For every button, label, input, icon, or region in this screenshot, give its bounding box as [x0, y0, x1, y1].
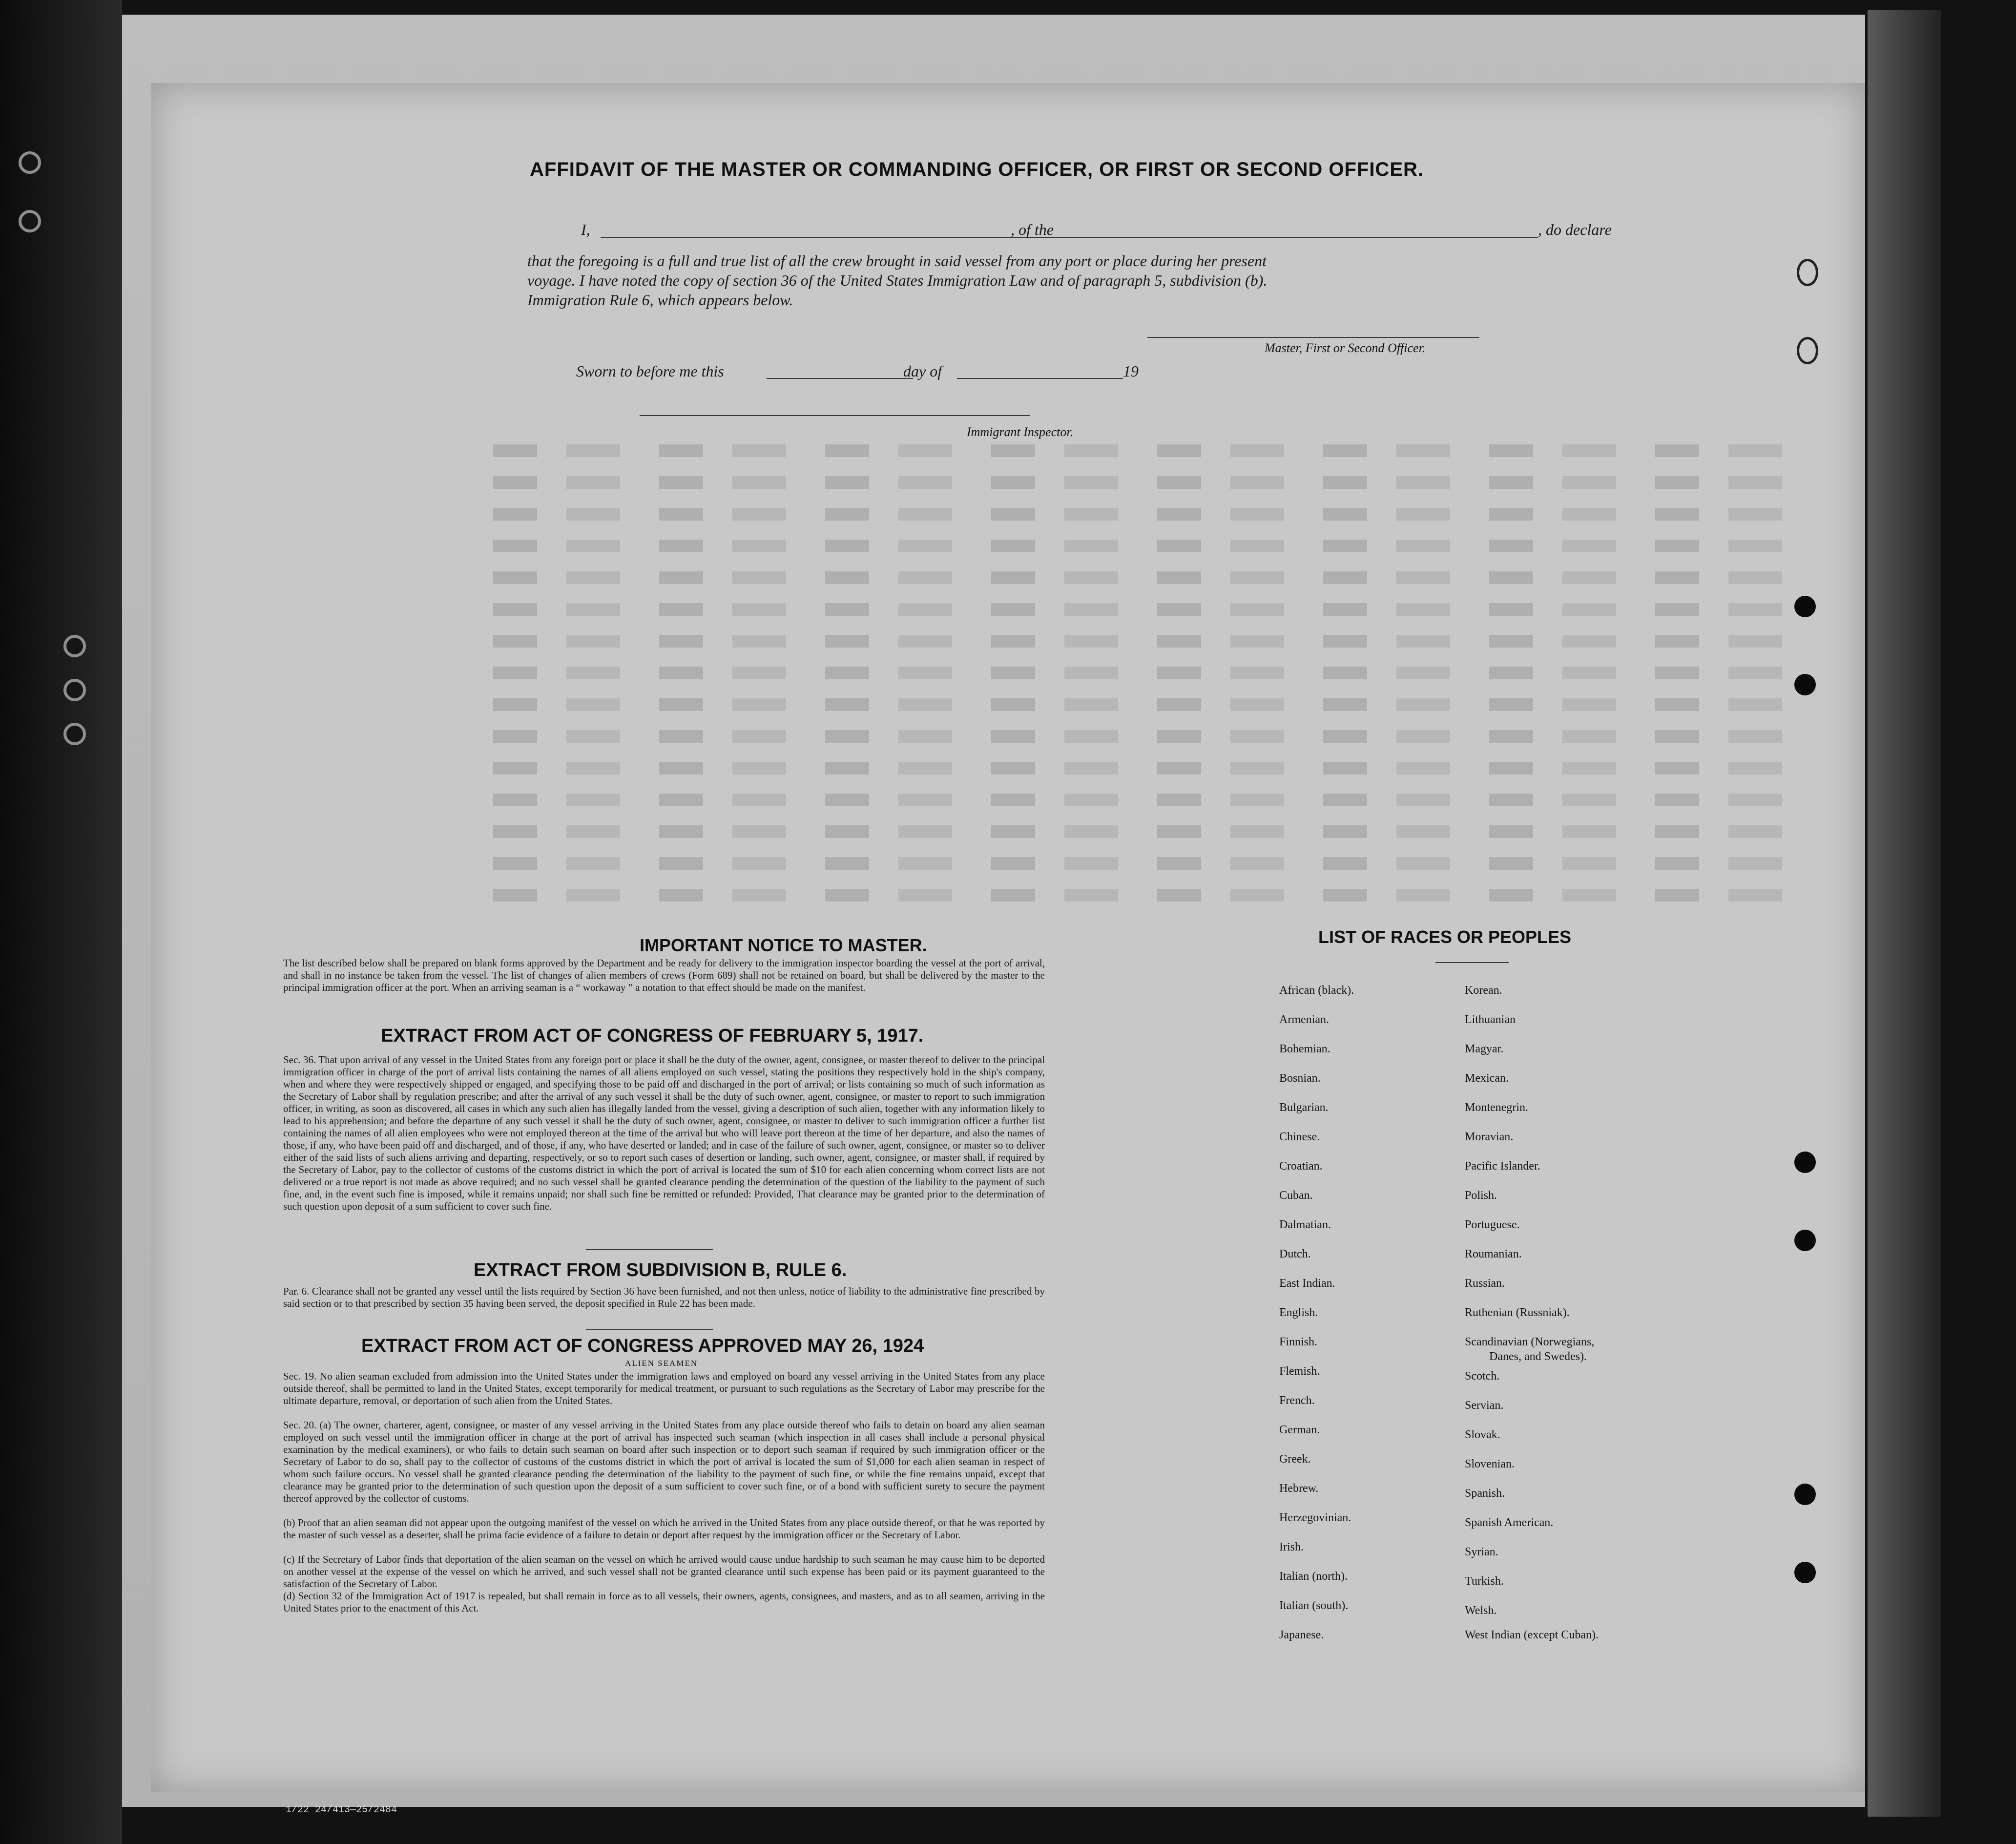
binder-ring-icon [63, 635, 86, 657]
bleed-through-row [493, 857, 1811, 870]
race-item: Lithuanian [1465, 1013, 1516, 1026]
race-item: Turkish. [1465, 1575, 1504, 1588]
bleed-through-row [493, 508, 1811, 521]
day-of-text: day of [903, 362, 942, 380]
race-item: African (black). [1279, 984, 1354, 997]
affidavit-name-blank [601, 237, 1162, 238]
race-item: Dutch. [1279, 1248, 1311, 1260]
extract-rule6-title: EXTRACT FROM SUBDIVISION B, RULE 6. [474, 1260, 847, 1280]
bleed-through-row [493, 730, 1811, 743]
race-item: Italian (south). [1279, 1599, 1349, 1612]
race-item: Japanese. [1279, 1629, 1324, 1641]
manifest-page [151, 83, 1865, 1792]
race-item: German. [1279, 1424, 1320, 1436]
race-item: Welsh. [1465, 1604, 1497, 1617]
race-item: Scandinavian (Norwegians, [1465, 1336, 1595, 1348]
bleed-through-row [493, 762, 1811, 775]
bleed-through-row [493, 444, 1811, 457]
bleed-through-row [493, 698, 1811, 711]
race-item: Magyar. [1465, 1043, 1504, 1055]
binding-strip [0, 0, 122, 1844]
race-item: Croatian. [1279, 1160, 1323, 1173]
race-item: Montenegrin. [1465, 1101, 1528, 1114]
race-item: Flemish. [1279, 1365, 1320, 1378]
affidavit-line-4: Immigration Rule 6, which appears below. [527, 291, 793, 309]
extract-rule6-body: Par. 6. Clearance shall not be granted any vessel until the lists required by Section 36 have been furnished, and not then unless, notice of liability to the administrative fine prescribed by said section or to that prescribed by section 35 having been served, the deposit specified in Rule 22 has been made. [283, 1285, 1045, 1309]
sworn-text: Sworn to before me this [576, 362, 724, 380]
bleed-through-row [493, 571, 1811, 584]
race-item: Pacific Islander. [1465, 1160, 1540, 1173]
race-item: Moravian. [1465, 1131, 1514, 1143]
inspector-signature-line [640, 415, 1030, 416]
races-title: LIST OF RACES OR PEOPLES [1318, 927, 1572, 947]
race-item: Bulgarian. [1279, 1101, 1329, 1114]
punch-hole-icon [1794, 596, 1816, 617]
bleed-through-row [493, 889, 1811, 901]
extract-1917-body: Sec. 36. That upon arrival of any vessel in the United States from any foreign port or place it shall be the duty of the owner, agent, consignee, or master thereof to deliver to the principal immigration officer in charge of the port of arrival lists containing the names of all aliens employed on such vessel, stating the positions they respectively hold in the ship's company, when and where they were respectively shipped or engaged, and specifying those to be paid off and discharged in the port of arrival; or lists containing so much of such information as the Secretary of Labor shall by regulation prescribe; and after the arrival of any such vessel it shall be the duty of such owner, agent, consignee, or master to report to such immigration officer, in writing, as soon as discovered, all cases in which any such alien has illegally landed from the vessel, giving a description of such alien, together with any information likely to lead to his apprehension; and before the departure of any such vessel it shall be the duty of such owner, agent, consignee, or master to deliver to such immigration officer a further list containing the names of all alien employees who were not employed thereon at the time of the arrival but who will leave port thereon at the time of her departure, and also the names of those, if any, who have been paid off and discharged, and of those, if any, who have deserted or landed; and in case of the failure of such owner, agent, consignee, or master so to deliver either of the said lists of such aliens arriving and departing, respectively, or so to report such cases of desertion or landing, such owner, agent, consignee, or master shall, if required by the Secretary of Labor, pay to the collector of customs of the customs district in which the port of arrival is located the sum of $10 for each alien concerning whom correct lists are not delivered or a true report is not made as above required; and no such vessel shall be granted clearance pending the determination of the question of the liability to the payment of such fine, and, in the event such fine is imposed, while it remains unpaid; nor shall such fine be remitted or refunded: Provided, That clearance may be granted prior to the determination of such question upon deposit of a sum sufficient to cover such fine. [283, 1054, 1045, 1212]
race-item: Danes, and Swedes). [1489, 1350, 1587, 1363]
race-item: Spanish. [1465, 1487, 1505, 1500]
master-signature-line [1147, 337, 1479, 338]
race-item: Bohemian. [1279, 1043, 1330, 1055]
race-item: Korean. [1465, 984, 1502, 997]
punch-hole-icon [1794, 1484, 1816, 1505]
affidavit-title: AFFIDAVIT OF THE MASTER OR COMMANDING OFFICER, OR FIRST OR SECOND OFFICER. [530, 159, 1424, 180]
extract-1924-title: EXTRACT FROM ACT OF CONGRESS APPROVED MAY 26, 1924 [361, 1336, 924, 1356]
extract-1924-sec20c: (c) If the Secretary of Labor finds that deportation of the alien seaman on the vessel on which he arrived would cause undue hardship to such seaman he may cause him to be deported on another vessel at the expense of the vessel on which he arrived, and such vessel shall not be granted clearance until such expense has been paid or its payment guaranteed to the satisfaction of the Secretary of Labor. [283, 1553, 1045, 1590]
race-item: Polish. [1465, 1189, 1497, 1202]
races-title-rule [1435, 962, 1509, 963]
race-item: Herzegovinian. [1279, 1511, 1351, 1524]
bleed-through-row [493, 540, 1811, 552]
race-item: Bosnian. [1279, 1072, 1321, 1085]
punch-hole-icon [1797, 259, 1818, 286]
extract-1924-subtitle: ALIEN SEAMEN [625, 1359, 698, 1368]
race-item: Portuguese. [1465, 1218, 1520, 1231]
race-item: Servian. [1465, 1399, 1504, 1412]
page-stack-edge [1868, 10, 1941, 1817]
punch-hole-icon [1794, 1562, 1816, 1583]
punch-hole-icon [1794, 674, 1816, 695]
binder-ring-icon [19, 210, 41, 232]
race-item: Irish. [1279, 1541, 1304, 1553]
binder-ring-icon [63, 723, 86, 745]
extract-1924-sec20a: Sec. 20. (a) The owner, charterer, agent, consignee, or master of any vessel arriving in the United States from any place outside thereof who fails to detain on board any alien seaman employed on such vessel until the immigration officer in charge at the port of arrival has inspected such seaman (which inspection in all cases shall include a personal physical examination by the medical examiners), or who fails to detain such seaman on board after such inspection or to deport such seaman if required by such immigration officer or the Secretary of Labor to do so, shall pay to the collector of customs of the customs district in which the port of arrival is located the sum of $1,000 for each alien seaman in respect of whom such failure occurs. No vessel shall be granted clearance pending the determination of the liability to the payment of such fine, or while the fine remains unpaid, except that clearance may be granted prior to the determination of such question upon the deposit of a sum sufficient to cover such fine, or of a bond with sufficient surety to secure the payment thereof approved by the collector of customs. [283, 1419, 1045, 1504]
section-divider [586, 1329, 713, 1330]
extract-1917-title: EXTRACT FROM ACT OF CONGRESS OF FEBRUARY 5, 1917. [381, 1026, 924, 1046]
punch-hole-icon [1794, 1152, 1816, 1173]
punch-hole-icon [1794, 1230, 1816, 1251]
bleed-through-row [493, 825, 1811, 838]
race-item: Roumanian. [1465, 1248, 1522, 1260]
race-item: Russian. [1465, 1277, 1505, 1290]
race-item: Scotch. [1465, 1370, 1500, 1383]
notice-title: IMPORTANT NOTICE TO MASTER. [640, 935, 927, 955]
race-item: West Indian (except Cuban). [1465, 1629, 1599, 1641]
race-item: French. [1279, 1394, 1315, 1407]
race-item: Chinese. [1279, 1131, 1320, 1143]
affidavit-vessel-blank [1079, 237, 1538, 238]
race-item: East Indian. [1279, 1277, 1335, 1290]
affidavit-line-2: that the foregoing is a full and true list of all the crew brought in said vessel from any port or place during her present [527, 252, 1267, 270]
year-prefix: 19 [1123, 362, 1139, 380]
inspector-caption: Immigrant Inspector. [967, 425, 1074, 439]
race-item: Greek. [1279, 1453, 1311, 1466]
master-caption: Master, First or Second Officer. [1265, 341, 1426, 355]
affidavit-i: I, [581, 221, 590, 238]
race-item: Mexican. [1465, 1072, 1509, 1085]
race-item: Armenian. [1279, 1013, 1329, 1026]
race-item: English. [1279, 1306, 1318, 1319]
race-item: Slovenian. [1465, 1458, 1515, 1470]
sworn-month-blank [957, 378, 1123, 379]
bleed-through-row [493, 603, 1811, 616]
affidavit-do-declare: , do declare [1538, 221, 1612, 238]
sworn-day-blank [767, 378, 913, 379]
bleed-through-row [493, 635, 1811, 648]
extract-1924-sec19: Sec. 19. No alien seaman excluded from admission into the United States under the immigration laws and employed on board any vessel arriving in the United States from any place outside thereof, shall be permitted to land in the United States, except temporarily for medical treatment, or pursuant to such regulations as the Secretary of Labor may prescribe for the ultimate departure, removal, or deportation of such alien from the United States. [283, 1370, 1045, 1406]
race-item: Cuban. [1279, 1189, 1313, 1202]
race-item: Syrian. [1465, 1546, 1498, 1558]
affidavit-of-the: , of the [1011, 221, 1054, 238]
bleed-through-row [493, 794, 1811, 806]
notice-body: The list described below shall be prepared on blank forms approved by the Department and be ready for delivery to the immigration inspector boarding the vessel at the port of arrival, and shall in no instance be taken from the vessel. The list of changes of alien members of crews (Form 689) shall not be retained on board, but shall be delivered by the master to the principal immigration officer at the port. When an arriving seaman is a “ workaway ” a notation to that effect should be made on the manifest. [283, 957, 1045, 993]
bleed-through-row [493, 476, 1811, 489]
extract-1924-sec20d: (d) Section 32 of the Immigration Act of 1917 is repealed, but shall remain in force as to all vessels, their owners, agents, consignees, and masters, and as to all seamen, arriving in the United States prior to the enactment of this Act. [283, 1590, 1045, 1614]
affidavit-line-3: voyage. I have noted the copy of section 36 of the United States Immigration Law and of paragraph 5, subdivision (b). [527, 272, 1268, 289]
extract-1924-sec20b: (b) Proof that an alien seaman did not appear upon the outgoing manifest of the vessel on which he arrived in the United States from any place outside thereof, or that he was reported by the master of such vessel as a deserter, shall be prima facie evidence of a failure to detain or deport after request by the immigration officer or the Secretary of Labor. [283, 1517, 1045, 1541]
section-divider [586, 1249, 713, 1250]
punch-hole-icon [1797, 337, 1818, 364]
race-item: Slovak. [1465, 1428, 1500, 1441]
binder-ring-icon [63, 679, 86, 701]
race-item: Ruthenian (Russniak). [1465, 1306, 1570, 1319]
form-number: 1/22 24/413—25/2484 [286, 1804, 397, 1816]
binder-ring-icon [19, 151, 41, 174]
race-item: Hebrew. [1279, 1482, 1319, 1495]
bleed-through-row [493, 667, 1811, 679]
race-item: Italian (north). [1279, 1570, 1348, 1583]
race-item: Spanish American. [1465, 1516, 1554, 1529]
race-item: Finnish. [1279, 1336, 1318, 1348]
race-item: Dalmatian. [1279, 1218, 1331, 1231]
